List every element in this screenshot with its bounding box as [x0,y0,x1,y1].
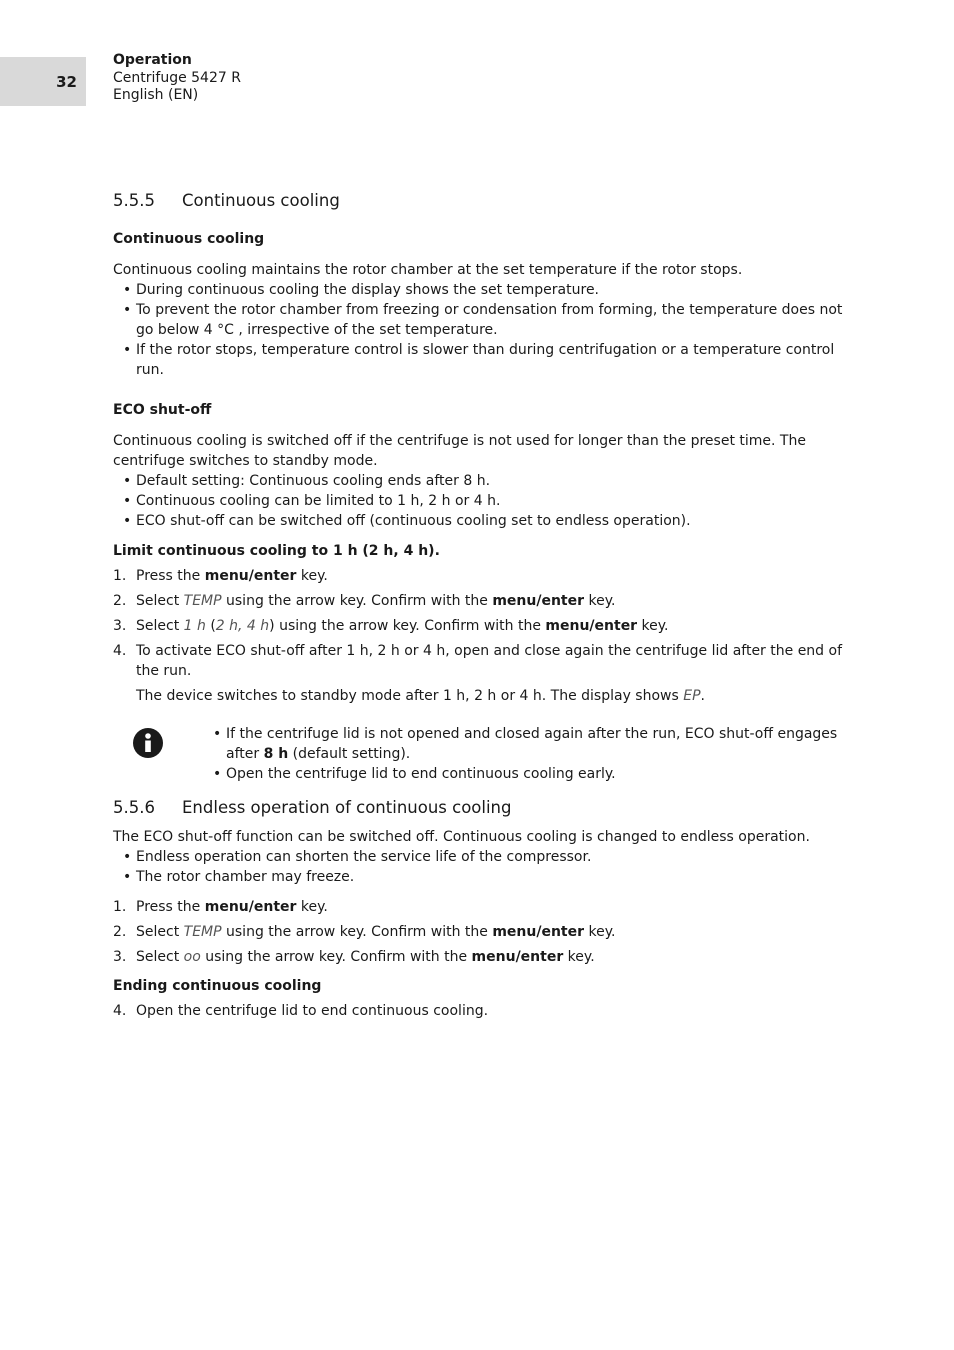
step-number: 3. [113,949,127,965]
list-item [113,947,848,967]
key-name: menu/enter [492,593,585,609]
list-item: • ECO shut-off can be switched off (continuous cooling set to endless operation). [113,511,848,531]
bullet-list [203,724,848,784]
text: using the arrow key. Confirm with the [221,924,493,940]
bullet-list [113,280,848,380]
list-item: • During continuous cooling the display shows the set temperature. [113,280,848,300]
step-list [113,897,848,967]
list-item [113,897,848,917]
list-item [113,641,848,681]
step-number: 1. [113,568,127,584]
text: . [700,688,705,704]
list-item [113,616,848,636]
text: Select [136,924,184,940]
section-title: Endless operation of continuous cooling [182,798,512,817]
section-heading-556 [113,797,848,819]
paragraph: The ECO shut-off function can be switched off. Continuous cooling is changed to endless operation. [113,829,810,845]
text: Select [136,618,184,634]
paragraph: Continuous cooling is switched off if the centrifuge is not used for longer than the preset time. The centrifuge switches to standby mode. [113,433,806,469]
text: The device switches to standby mode after 1 h, 2 h or 4 h. The display shows [136,688,684,704]
text: key. [584,924,616,940]
subheading-continuous-cooling: Continuous cooling [113,231,265,247]
info-note [113,724,848,784]
section-number: 5.5.5 [113,191,155,210]
display-text: 2 h, 4 h [215,618,270,634]
text: key. [637,618,669,634]
list-item: • The rotor chamber may freeze. [113,867,848,887]
subheading-eco-shutoff: ECO shut-off [113,402,212,418]
subheading-limit-cooling: Limit continuous cooling to 1 h (2 h, 4 h). [113,543,440,559]
text: ( [205,618,216,634]
subheading-ending-cooling: Ending continuous cooling [113,978,322,994]
list-item: • Default setting: Continuous cooling ends after 8 h. [113,471,848,491]
step-number: 4. [113,1003,127,1019]
header-product: Centrifuge 5427 R [113,69,241,86]
running-header [113,52,241,105]
step-result [113,686,848,706]
list-item: • To prevent the rotor chamber from freezing or condensation from forming, the temperature does not go below 4 °C , irrespective of the set temperature. [113,300,848,340]
header-language: English (EN) [113,87,199,103]
text: key. [563,949,595,965]
list-item [113,922,848,942]
text: key. [296,568,328,584]
emphasis: 8 h [263,746,289,762]
page-number: 32 [0,57,86,106]
text: Press the [136,899,205,915]
header-section: Operation [113,52,192,68]
text: To activate ECO shut-off after 1 h, 2 h or 4 h, open and close again the centrifuge lid after the end of the run. [136,643,843,679]
text: Select [136,593,184,609]
display-text: oo [183,949,201,965]
step-number: 3. [113,618,127,634]
list-item: • Continuous cooling can be limited to 1 h, 2 h or 4 h. [113,491,848,511]
text: (default setting). [288,746,411,762]
text: using the arrow key. Confirm with the [200,949,472,965]
key-name: menu/enter [204,568,297,584]
text: Select [136,949,184,965]
step-number: 4. [113,643,127,659]
info-icon [133,728,163,758]
display-text: TEMP [183,924,222,940]
list-item: • Open the centrifuge lid to end continuous cooling early. [203,764,848,784]
display-text: 1 h [183,618,206,634]
list-item [203,724,848,764]
list-item [113,566,848,586]
display-text: TEMP [183,593,222,609]
step-list [113,1001,848,1021]
text: If the centrifuge lid is not opened and closed again after the run, ECO shut-off engages after [226,726,838,762]
section-heading-555 [113,190,848,212]
text: Press the [136,568,205,584]
paragraph: Continuous cooling maintains the rotor chamber at the set temperature if the rotor stops. [113,262,743,278]
key-name: menu/enter [204,899,297,915]
bullet-list [113,471,848,531]
list-item: • Endless operation can shorten the service life of the compressor. [113,847,848,867]
text: key. [584,593,616,609]
text: using the arrow key. Confirm with the [221,593,493,609]
text: key. [296,899,328,915]
key-name: menu/enter [471,949,564,965]
page-content [113,190,848,1026]
key-name: menu/enter [545,618,638,634]
step-number: 1. [113,899,127,915]
step-list [113,566,848,681]
key-name: menu/enter [492,924,585,940]
step-number: 2. [113,593,127,609]
text: Open the centrifuge lid to end continuous cooling. [136,1003,489,1019]
display-text: EP [683,688,701,704]
list-item [113,591,848,611]
section-number: 5.5.6 [113,798,155,817]
bullet-list [113,847,848,887]
list-item [113,1001,848,1021]
step-number: 2. [113,924,127,940]
text: ) using the arrow key. Confirm with the [269,618,546,634]
list-item: • If the rotor stops, temperature control is slower than during centrifugation or a temperature control run. [113,340,848,380]
section-title: Continuous cooling [182,191,340,210]
